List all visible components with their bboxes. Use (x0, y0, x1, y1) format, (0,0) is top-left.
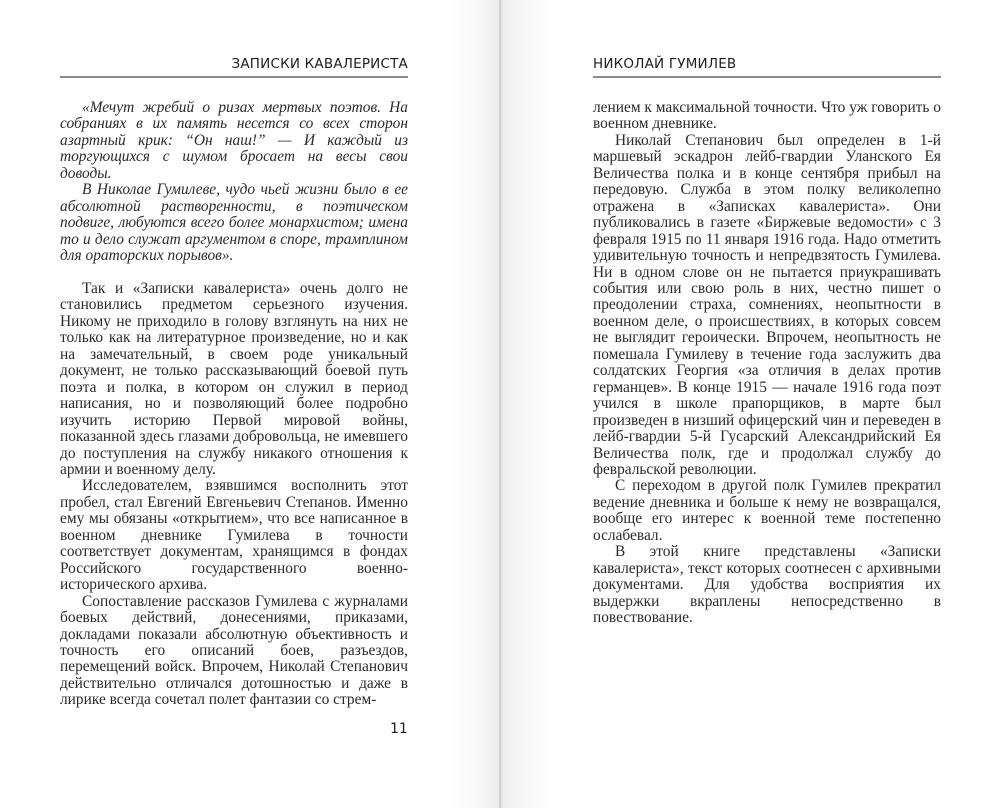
running-head-left: ЗАПИСКИ КАВАЛЕРИСТА (231, 56, 408, 72)
quote-paragraph: В Николае Гумилеве, чудо чьей жизни было в ее абсолютной растворенности, в поэтическом подвиге, любуются всего более монархистом; имена то и дело служат аргументом в споре, трамплином для ораторских порывов». (60, 181, 408, 265)
running-head-right: НИКОЛАЙ ГУМИЛЕВ (593, 56, 737, 72)
body-paragraph: Так и «Записки кавалериста» очень долго не становились предметом серьезного изучения. Никому не приходило в голову взглянуть на них не только как на литературное произведение, но и как на замечательный, в своем роде уникальный документ, не только рассказывающий боевой путь поэта и полка, в котором он служил в период написания, но и позволяющий более подробно изучить историю Первой мировой войны, показанной здесь глазами добровольца, не имевшего до поступления на службу никакого отношения к армии и военному делу. (60, 280, 408, 479)
paragraph-spacer (60, 265, 408, 282)
body-paragraph: В этой книге представлены «Записки кавалериста», текст которых соотнесен с архивными документами. Для удобства восприятия их выдержки вкраплены непосредственно в повествование. (593, 543, 941, 627)
body-paragraph: Исследователем, взявшимся восполнить этот пробел, стал Евгений Евгеньевич Степанов. Именно ему мы обязаны «открытием», что все написанное в военном дневнике Гумилева в точности соответствует документам, хранящимся в фондах Российского государственного военно-исторического архива. (60, 477, 408, 594)
header-rule-left (60, 76, 408, 78)
page-number: 11 (390, 721, 408, 737)
continued-paragraph: лением к максимальной точности. Что уж говорить о военном дневнике. (593, 99, 941, 133)
right-page-body (593, 100, 941, 627)
right-page (500, 0, 1001, 808)
body-paragraph: Сопоставление рассказов Гумилева с журналами боевых действий, донесениями, приказами, докладами показали абсолютную объективность и точность его описаний боев, разъездов, перемещений войск. Впрочем, Николай Степанович действительно отличался дотошностью и даже в лирике всегда сочетал полет фантазии со стрем- (60, 592, 408, 709)
left-page (0, 0, 500, 808)
book-spine (499, 0, 501, 808)
left-page-body (60, 100, 408, 709)
body-paragraph: С переходом в другой полк Гумилев прекратил ведение дневника и больше к нему не возвращался, вообще его интерес к военной теме постепенно ослабевал. (593, 477, 941, 544)
header-rule-right (593, 76, 941, 78)
quote-paragraph: «Мечут жребий о ризах мертвых поэтов. На собраниях в их память несется со всех сторон азартный крик: “Он наш!” — И каждый из торгующихся с шумом бросает на весы свои доводы. (60, 99, 408, 182)
body-paragraph: Николай Степанович был определен в 1-й маршевый эскадрон лейб-гвардии Уланского Ея Величества полка и в конце сентября прибыл на передовую. Служба в этом полку великолепно отражена в «Записках кавалериста». Они публиковались в газете «Биржевые ведомости» с 3 февраля 1915 по 11 января 1916 года. Надо отметить удивительную точность и непредвзятость Гумилева. Ни в одном слове он не пытается приукрашивать события или свою роль в них, честно пишет о преодолении страха, сомнениях, неопытности в военном деле, о происшествиях, в которых совсем не выглядит героически. Впрочем, неопытность не помешала Гумилеву в течение года заслужить два солдатских Георгия «за отличия в делах против германцев». В конце 1915 — начале 1916 года поэт учился в школе прапорщиков, в марте был произведен в низший офицерский чин и переведен в лейб-гвардии 5-й Гусарский Александрийский Ея Величества полк, где и продолжал службу до февральской революции. (593, 131, 941, 478)
